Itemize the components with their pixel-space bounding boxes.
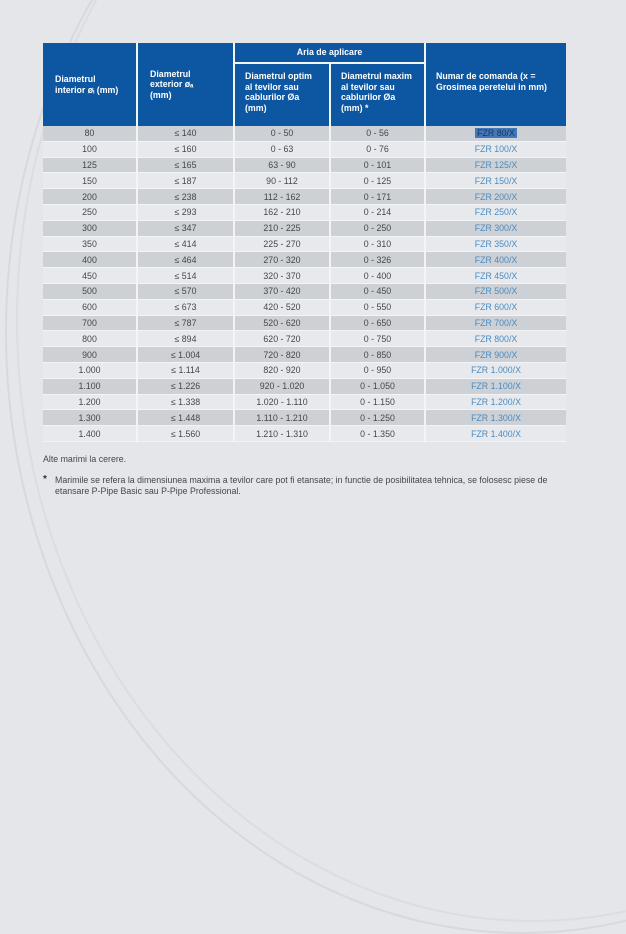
order-code-text[interactable]: FZR 700/X — [474, 317, 518, 328]
table-row — [43, 268, 566, 284]
cell-outer-diameter: ≤ 160 — [136, 142, 233, 157]
cell-inner-diameter: 700 — [82, 317, 97, 328]
cell-inner-diameter: 150 — [82, 175, 97, 186]
cell-optimal-range: 0 - 50 — [233, 126, 329, 141]
table-header — [43, 43, 566, 126]
table-row — [43, 379, 566, 395]
cell-inner-diameter: 1.000 — [78, 365, 101, 376]
cell-outer-diameter: ≤ 1.226 — [136, 379, 233, 394]
cell-order-code[interactable] — [424, 395, 566, 410]
cell-inner-diameter: 800 — [82, 333, 97, 344]
order-code-text[interactable]: FZR 900/X — [474, 349, 518, 360]
order-code-text[interactable]: FZR 300/X — [474, 223, 518, 234]
order-code-text[interactable]: FZR 80/X — [477, 128, 515, 139]
cell-maximum-range: 0 - 1.250 — [329, 410, 424, 425]
header-maximum-diameter: Diametrul maxim al tevilor sau cablurilor Øa (mm) * — [329, 64, 424, 126]
cell-outer-diameter: ≤ 238 — [136, 189, 233, 204]
cell-inner-diameter: 350 — [82, 238, 97, 249]
cell-optimal-range: 520 - 620 — [233, 316, 329, 331]
cell-optimal-range: 270 - 320 — [233, 252, 329, 267]
cell-order-code[interactable] — [424, 379, 566, 394]
cell-inner-diameter: 600 — [82, 302, 97, 313]
cell-outer-diameter: ≤ 570 — [136, 284, 233, 299]
header-optimal-diameter: Diametrul optim al tevilor sau cablurilor Øa (mm) — [233, 64, 329, 126]
cell-order-code[interactable] — [424, 331, 566, 346]
order-code-text[interactable]: FZR 1.300/X — [471, 412, 521, 423]
order-code-text[interactable]: FZR 600/X — [474, 302, 518, 313]
cell-optimal-range: 63 - 90 — [233, 158, 329, 173]
cell-maximum-range: 0 - 1.050 — [329, 379, 424, 394]
cell-inner-diameter: 80 — [84, 128, 95, 139]
cell-optimal-range: 0 - 63 — [233, 142, 329, 157]
cell-optimal-range: 420 - 520 — [233, 300, 329, 315]
table-row — [43, 189, 566, 205]
other-sizes-note: Alte marimi la cerere. — [43, 454, 127, 464]
order-code-text[interactable]: FZR 250/X — [474, 207, 518, 218]
cell-optimal-range: 162 - 210 — [233, 205, 329, 220]
cell-maximum-range: 0 - 310 — [329, 237, 424, 252]
cell-inner-diameter: 300 — [82, 223, 97, 234]
cell-order-code[interactable] — [424, 284, 566, 299]
cell-inner-diameter: 250 — [82, 207, 97, 218]
cell-order-code[interactable] — [424, 237, 566, 252]
header-application-area: Aria de aplicare — [233, 43, 424, 64]
cell-maximum-range: 0 - 250 — [329, 221, 424, 236]
cell-optimal-range: 1.020 - 1.110 — [233, 395, 329, 410]
cell-order-code[interactable] — [424, 158, 566, 173]
order-code-text[interactable]: FZR 350/X — [474, 238, 518, 249]
cell-order-code[interactable] — [424, 173, 566, 188]
cell-outer-diameter: ≤ 1.448 — [136, 410, 233, 425]
cell-order-code[interactable] — [424, 205, 566, 220]
order-code-text[interactable]: FZR 800/X — [474, 333, 518, 344]
cell-maximum-range: 0 - 214 — [329, 205, 424, 220]
cell-outer-diameter: ≤ 1.114 — [136, 363, 233, 378]
cell-maximum-range: 0 - 76 — [329, 142, 424, 157]
table-body — [43, 126, 566, 442]
cell-order-code[interactable] — [424, 347, 566, 362]
cell-outer-diameter: ≤ 1.338 — [136, 395, 233, 410]
cell-outer-diameter: ≤ 293 — [136, 205, 233, 220]
footnote-text: Marimile se refera la dimensiunea maxima a tevilor care pot fi etansate; in functie de posibilitatea tehnica, se folosesc piese de etansare P-Pipe Basic sau P-Pipe Professional. — [55, 475, 548, 496]
cell-order-code[interactable] — [424, 142, 566, 157]
cell-order-code[interactable] — [424, 300, 566, 315]
cell-order-code[interactable] — [424, 221, 566, 236]
fzr-order-table — [43, 43, 566, 442]
cell-maximum-range: 0 - 171 — [329, 189, 424, 204]
order-code-text[interactable]: FZR 450/X — [474, 270, 518, 281]
table-row — [43, 316, 566, 332]
footnote-asterisk: * — [43, 474, 47, 485]
table-row — [43, 221, 566, 237]
cell-optimal-range: 320 - 370 — [233, 268, 329, 283]
cell-maximum-range: 0 - 450 — [329, 284, 424, 299]
cell-outer-diameter: ≤ 187 — [136, 173, 233, 188]
table-row — [43, 237, 566, 253]
cell-maximum-range: 0 - 400 — [329, 268, 424, 283]
header-order-number: Numar de comanda (x = Grosimea peretelui in mm) — [424, 43, 566, 126]
cell-outer-diameter: ≤ 347 — [136, 221, 233, 236]
cell-order-code[interactable] — [424, 189, 566, 204]
table-row — [43, 363, 566, 379]
cell-order-code[interactable] — [424, 126, 566, 141]
table-row — [43, 158, 566, 174]
table-row — [43, 205, 566, 221]
cell-inner-diameter: 1.100 — [78, 381, 101, 392]
order-code-text[interactable]: FZR 1.400/X — [471, 428, 521, 439]
cell-optimal-range: 225 - 270 — [233, 237, 329, 252]
header-inner-diameter: Diametrul interior øᵢ (mm) — [43, 43, 136, 126]
cell-inner-diameter: 500 — [82, 286, 97, 297]
cell-outer-diameter: ≤ 414 — [136, 237, 233, 252]
cell-outer-diameter: ≤ 1.004 — [136, 347, 233, 362]
cell-outer-diameter: ≤ 1.560 — [136, 426, 233, 441]
order-code-text[interactable]: FZR 125/X — [474, 159, 518, 170]
cell-outer-diameter: ≤ 673 — [136, 300, 233, 315]
cell-maximum-range: 0 - 850 — [329, 347, 424, 362]
cell-inner-diameter: 200 — [82, 191, 97, 202]
order-code-text[interactable]: FZR 1.100/X — [471, 381, 521, 392]
table-row — [43, 347, 566, 363]
cell-inner-diameter: 450 — [82, 270, 97, 281]
cell-optimal-range: 820 - 920 — [233, 363, 329, 378]
order-code-text[interactable]: FZR 400/X — [474, 254, 518, 265]
table-row — [43, 142, 566, 158]
cell-inner-diameter: 1.300 — [78, 412, 101, 423]
cell-maximum-range: 0 - 101 — [329, 158, 424, 173]
cell-optimal-range: 920 - 1.020 — [233, 379, 329, 394]
cell-outer-diameter: ≤ 787 — [136, 316, 233, 331]
order-code-text[interactable]: FZR 100/X — [474, 144, 518, 155]
cell-outer-diameter: ≤ 464 — [136, 252, 233, 267]
footnote — [43, 475, 573, 497]
cell-optimal-range: 720 - 820 — [233, 347, 329, 362]
cell-optimal-range: 620 - 720 — [233, 331, 329, 346]
cell-inner-diameter: 100 — [82, 144, 97, 155]
cell-order-code[interactable] — [424, 252, 566, 267]
cell-inner-diameter: 1.400 — [78, 428, 101, 439]
cell-maximum-range: 0 - 125 — [329, 173, 424, 188]
cell-outer-diameter: ≤ 165 — [136, 158, 233, 173]
cell-inner-diameter: 900 — [82, 349, 97, 360]
cell-order-code[interactable] — [424, 316, 566, 331]
cell-order-code[interactable] — [424, 268, 566, 283]
cell-inner-diameter: 400 — [82, 254, 97, 265]
cell-optimal-range: 90 - 112 — [233, 173, 329, 188]
cell-order-code[interactable] — [424, 363, 566, 378]
order-code-text[interactable]: FZR 500/X — [474, 286, 518, 297]
table-row — [43, 126, 566, 142]
cell-inner-diameter: 125 — [82, 159, 97, 170]
table-row — [43, 395, 566, 411]
cell-optimal-range: 112 - 162 — [233, 189, 329, 204]
table-row — [43, 331, 566, 347]
cell-outer-diameter: ≤ 514 — [136, 268, 233, 283]
order-code-text[interactable]: FZR 1.200/X — [471, 396, 521, 407]
cell-inner-diameter: 1.200 — [78, 396, 101, 407]
table-row — [43, 173, 566, 189]
table-row — [43, 410, 566, 426]
cell-maximum-range: 0 - 326 — [329, 252, 424, 267]
table-row — [43, 300, 566, 316]
cell-maximum-range: 0 - 1.350 — [329, 426, 424, 441]
cell-optimal-range: 210 - 225 — [233, 221, 329, 236]
order-code-text[interactable]: FZR 1.000/X — [471, 365, 521, 376]
cell-maximum-range: 0 - 750 — [329, 331, 424, 346]
cell-outer-diameter: ≤ 140 — [136, 126, 233, 141]
cell-optimal-range: 370 - 420 — [233, 284, 329, 299]
cell-outer-diameter: ≤ 894 — [136, 331, 233, 346]
cell-maximum-range: 0 - 550 — [329, 300, 424, 315]
table-row — [43, 252, 566, 268]
cell-order-code[interactable] — [424, 426, 566, 441]
table-row — [43, 284, 566, 300]
table-row — [43, 426, 566, 442]
order-code-text[interactable]: FZR 150/X — [474, 175, 518, 186]
cell-maximum-range: 0 - 56 — [329, 126, 424, 141]
cell-maximum-range: 0 - 650 — [329, 316, 424, 331]
order-code-text[interactable]: FZR 200/X — [474, 191, 518, 202]
cell-maximum-range: 0 - 1.150 — [329, 395, 424, 410]
header-outer-diameter: Diametrul exterior øₐ (mm) — [136, 43, 233, 126]
cell-optimal-range: 1.210 - 1.310 — [233, 426, 329, 441]
cell-maximum-range: 0 - 950 — [329, 363, 424, 378]
cell-order-code[interactable] — [424, 410, 566, 425]
cell-optimal-range: 1.110 - 1.210 — [233, 410, 329, 425]
